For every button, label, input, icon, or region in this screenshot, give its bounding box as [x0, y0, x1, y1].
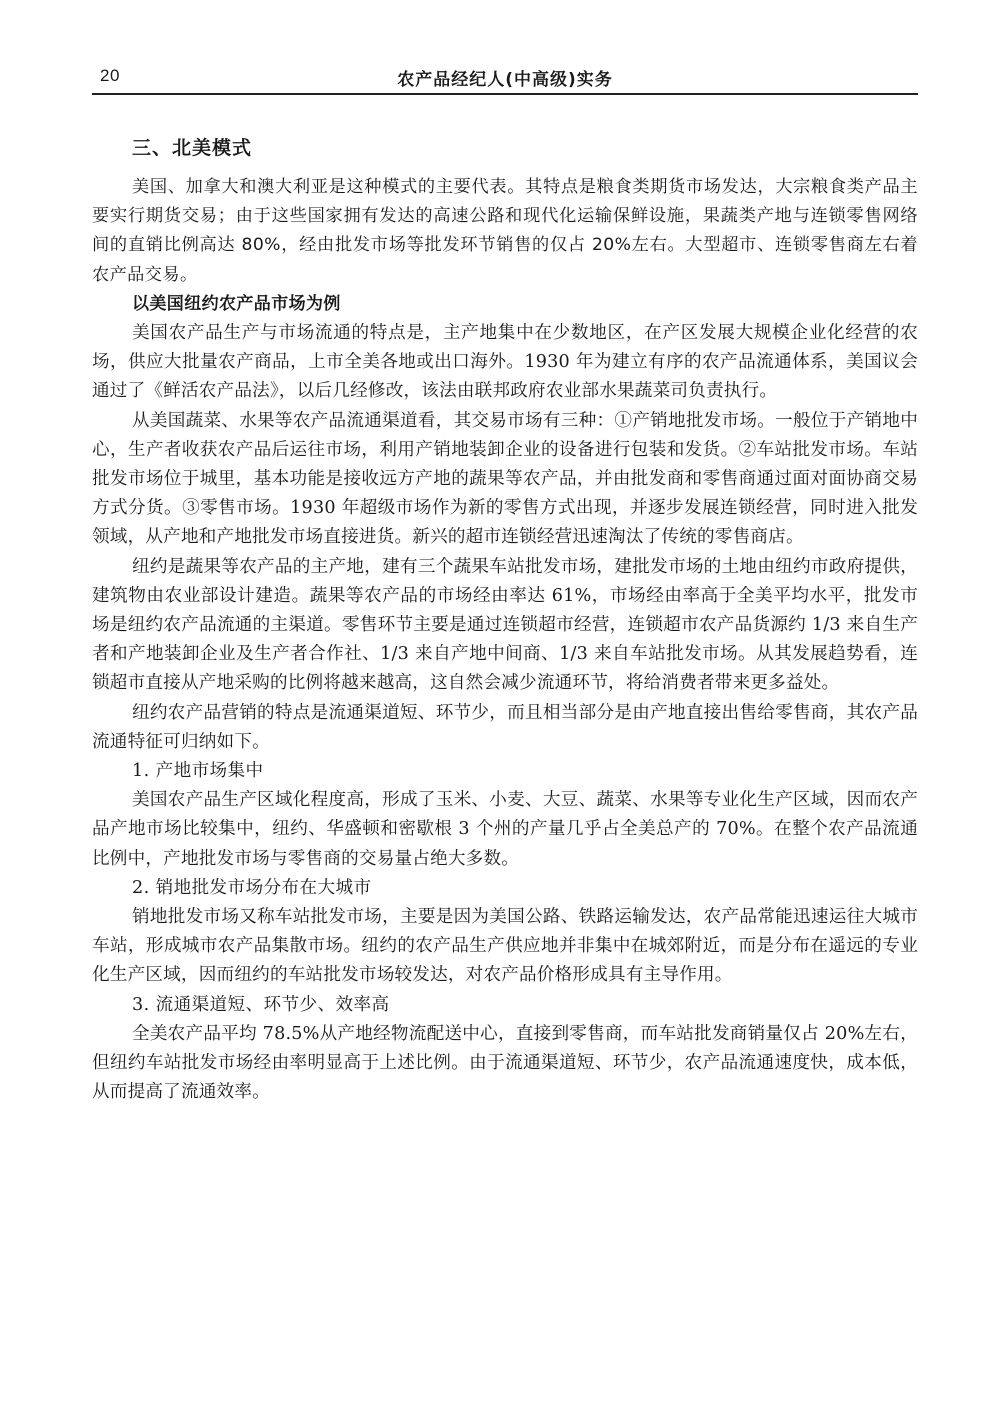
section-title: 三、北美模式 [132, 137, 253, 159]
page-number: 20 [100, 66, 120, 85]
item-heading: 2. 销地批发市场分布在大城市 [132, 877, 372, 898]
item-text: 美国农产品生产区域化程度高，形成了玉米、小麦、大豆、蔬菜、水果等专业化生产区域，因而农产品产地市场比较集中，纽约、华盛顿和密歇根 3 个州的产量几乎占全美总产的 70%。在整个农产品流通比例中，产地批发市场与零售商的交易量占绝大多数。 [92, 790, 918, 869]
running-title: 农产品经纪人(中高级)实务 [397, 70, 613, 90]
page-body [92, 133, 918, 1108]
example-heading: 以美国纽约农产品市场为例 [132, 293, 341, 314]
item-text: 销地批发市场又称车站批发市场，主要是因为美国公路、铁路运输发达，农产品常能迅速运往大城市车站，形成城市农产品集散市场。纽约的农产品生产供应地并非集中在城郊附近，而是分布在遥远的专业化生产区域，因而纽约的车站批发市场较发达，对农产品价格形成具有主导作用。 [92, 907, 918, 986]
item-text: 全美农产品平均 78.5%从产地经物流配送中心，直接到零售商，而车站批发商销量仅占 20%左右，但纽约车站批发市场经由率明显高于上述比例。由于流通渠道短、环节少，农产品流通速度快，成本低，从而提高了流通效率。 [92, 1023, 918, 1103]
paragraph: 纽约农产品营销的特点是流通渠道短、环节少，而且相当部分是由产地直接出售给零售商，其农产品流通特征可归纳如下。 [92, 702, 918, 752]
paragraph: 从美国蔬菜、水果等农产品流通渠道看，其交易市场有三种：①产销地批发市场。一般位于产销地中心，生产者收获农产品后运往市场，利用产销地装卸企业的设备进行包装和发货。②车站批发市场。车站批发市场位于城里，基本功能是接收远方产地的蔬果等农产品，并由批发商和零售商通过面对面协商交易方式分货。③零售市场。1930 年超级市场作为新的零售方式出现，并逐步发展连锁经营，同时进入批发领域，从产地和产地批发市场直接进货。新兴的超市连锁经营迅速淘汰了传统的零售商店。 [92, 410, 918, 548]
page-header [92, 62, 918, 98]
header-rule [92, 93, 918, 95]
item-heading: 3. 流通渠道短、环节少、效率高 [132, 994, 390, 1015]
paragraph: 美国农产品生产与市场流通的特点是，主产地集中在少数地区，在产区发展大规模企业化经营的农场，供应大批量农产商品，上市全美各地或出口海外。1930 年为建立有序的农产品流通体系，美国议会通过了《鲜活农产品法》，以后几经修改，该法由联邦政府农业部水果蔬菜司负责执行。 [92, 323, 918, 402]
section-intro: 美国、加拿大和澳大利亚是这种模式的主要代表。其特点是粮食类期货市场发达，大宗粮食类产品主要实行期货交易；由于这些国家拥有发达的高速公路和现代化运输保鲜设施，果蔬类产地与连锁零售网络间的直销比例高达 80%，经由批发市场等批发环节销售的仅占 20%左右。大型超市、连锁零售商左右着农产品交易。 [92, 177, 918, 285]
paragraph: 纽约是蔬果等农产品的主产地，建有三个蔬果车站批发市场，建批发市场的土地由纽约市政府提供，建筑物由农业部设计建造。蔬果等农产品的市场经由率达 61%，市场经由率高于全美平均水平，批发市场是纽约农产品流通的主渠道。零售环节主要是通过连锁超市经营，连锁超市农产品货源约 1/3 来自生产者和产地装卸企业及生产者合作社、1/3 来自产地中间商、1/3 来自车站批发市场。从其发展趋势看，连锁超市直接从产地采购的比例将越来越高，这自然会减少流通环节，将给消费者带来更多益处。 [92, 556, 918, 694]
item-heading: 1. 产地市场集中 [132, 761, 264, 782]
